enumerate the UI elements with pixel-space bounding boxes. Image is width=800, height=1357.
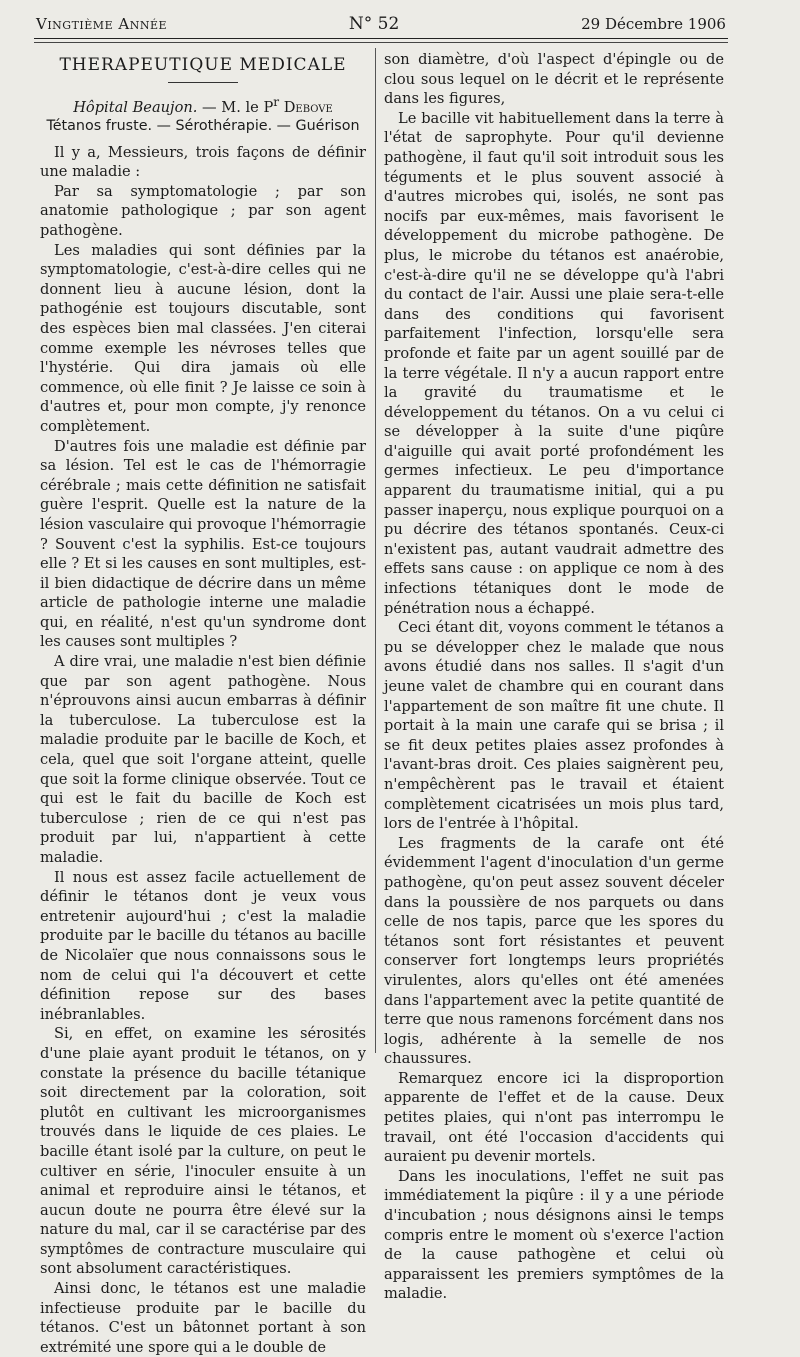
article-subtitle: Tétanos fruste. — Sérothérapie. — Guérison <box>46 118 360 135</box>
header-volume: Vingtième Année <box>36 15 168 33</box>
paragraph: Les maladies qui sont définies par la symptomatologie, c'est-à-dire celles qui ne donnent lieu à aucune lésion, dont la pathogénie est toujours discutable, sont des espèces bien mal classées. J'en citerai comme exemple les névroses telles que l'hystérie. Qui dira jamais où elle commence, où elle finit ? Je laisse ce soin à d'autres et, pour mon compte, j'y renonce complètement. <box>40 241 366 435</box>
right-column <box>384 50 724 1304</box>
right-paragraphs <box>384 50 724 1304</box>
paragraph: Dans les inoculations, l'effet ne suit pas immédiatement la piqûre : il y a une période d'incubation ; nous désignons ainsi le temps compris entre le moment où s'exerce l'action de la cause pathogène et celui où apparaissent les premiers symptômes de la maladie. <box>384 1167 724 1303</box>
paragraph: son diamètre, d'où l'aspect d'épingle ou de clou sous lequel on le décrit et le représente dans les figures, <box>384 51 724 108</box>
paragraph: Remarquez encore ici la disproportion apparente de l'effet et de la cause. Deux petites plaies, qui n'ont pas interrompu le travail, ont été l'occasion d'accidents qui auraient pu devenir mortels. <box>384 1069 724 1166</box>
column-divider <box>375 48 376 1053</box>
header-issue-number: N° 52 <box>348 14 400 34</box>
paragraph: D'autres fois une maladie est définie par sa lésion. Tel est le cas de l'hémorragie cérébrale ; mais cette définition ne satisfait guère l'esprit. Quelle est la nature de la lésion vasculaire qui provoque l'hémorragie ? Souvent c'est la syphilis. Est-ce toujours elle ? Et si les causes en sont multiples, est-il bien didactique de décrire dans un même article de pathologie interne une maladie qui, en réalité, n'est qu'un syndrome dont les causes sont multiples ? <box>40 437 366 651</box>
paragraph: Les fragments de la carafe ont été évidemment l'agent d'inoculation d'un germe pathogène, qu'on peut assez souvent déceler dans la poussière de nos parquets ou dans celle de nos tapis, parce que les spores du tétanos sont fort résistantes et peuvent conserver fort longtemps leurs propriétés virulentes, alors qu'elles ont été amenées dans l'appartement avec la petite quantité de terre que nous ramenons forcément dans nos logis, adhérente à la semelle de nos chaussures. <box>384 834 724 1068</box>
paragraph: Si, en effet, on examine les sérosités d'une plaie ayant produit le tétanos, on y constate la présence du bacille tétanique soit directement par la coloration, soit plutôt en cultivant les microorganismes trouvés dans le liquide de ces plaies. Le bacille étant isolé par la culture, on peut le cultiver en série, l'inoculer ensuite à un animal et reproduire ainsi le tétanos, et aucun doute ne pourra être élevé sur la nature du mal, car il se caractérise par des symptômes de contracture musculaire qui sont absolument caractéristiques. <box>40 1025 366 1278</box>
section-title: THERAPEUTIQUE MEDICALE <box>59 55 347 75</box>
lecturer-name: Debove <box>279 98 333 116</box>
title-rule <box>168 82 238 83</box>
paragraph: A dire vrai, une maladie n'est bien définie que par son agent pathogène. Nous n'éprouvons ainsi aucun embarras à définir la tuberculose. La tuberculose est la maladie produite par le bacille de Koch, et cela, quel que soit l'organe atteint, quelle que soit la forme clinique observée. Tout ce qui est le fait du bacille de Koch est tuberculose ; rien de ce qui n'est pas produit par lui, n'appartient à cette maladie. <box>40 653 366 867</box>
left-paragraphs <box>40 143 366 1357</box>
header-date: 29 Décembre 1906 <box>581 15 726 33</box>
running-header <box>36 14 726 38</box>
byline-separator: — M. le P <box>197 98 274 116</box>
left-column <box>40 50 366 1357</box>
hospital-name: Hôpital Beaujon. <box>73 98 198 116</box>
byline-superscript: r <box>273 94 280 109</box>
paragraph: Le bacille vit habituellement dans la terre à l'état de saprophyte. Pour qu'il devienne pathogène, il faut qu'il soit introduit sous les téguments et le plus souvent associé à d'autres microbes qui, isolés, ne sont pas nocifs par eux-mêmes, mais favorisent le développement du microbe pathogène. De plus, le microbe du tétanos est anaérobie, c'est-à-dire qu'il ne se développe qu'à l'abri du contact de l'air. Aussi une plaie sera-t-elle dans des conditions qui favorisent parfaitement l'infection, lorsqu'elle sera profonde et faite par un agent souillé par de la terre végétale. Il n'y a aucun rapport entre la gravité du traumatisme et le développement du tétanos. On a vu celui ci se développer à la suite d'une piqûre d'aiguille qui avait porté profondément les germes infectieux. Le peu d'importance apparent du traumatisme initial, qui a pu passer inaperçu, nous explique pourquoi on a pu décrire des tétanos spontanés. Ceux-ci n'existent pas, autant vaudrait admettre des effets sans cause : on applique ce nom à des infections tétaniques dont le mode de pénétration nous a échappé. <box>384 109 724 617</box>
lecture-byline <box>40 93 366 117</box>
paragraph: Il y a, Messieurs, trois façons de définir une maladie : <box>40 143 366 181</box>
paragraph: Par sa symptomatologie ; par son anatomie pathologique ; par son agent pathogène. <box>40 182 366 240</box>
header-rule <box>34 38 728 43</box>
paragraph: Ainsi donc, le tétanos est une maladie infectieuse produite par le bacille du tétanos. C'est un bâtonnet portant à son extrémité une spore qui a le double de <box>40 1280 366 1356</box>
paragraph: Ceci étant dit, voyons comment le tétanos a pu se développer chez le malade que nous avons étudié dans nos salles. Il s'agit d'un jeune valet de chambre qui en courant dans l'appartement de son maître fit une chute. Il portait à la main une carafe qui se brisa ; il se fit deux petites plaies assez profondes à l'avant-bras droit. Ces plaies saignèrent peu, n'empêchèrent pas le travail et étaient complètement cicatrisées un mois plus tard, lors de l'entrée à l'hôpital. <box>384 619 724 833</box>
paragraph: Il nous est assez facile actuellement de définir le tétanos dont je veux vous entretenir aujourd'hui ; c'est la maladie produite par le bacille du tétanos au bacille de Nicolaïer que nous connaissons sous le nom de celui qui l'a découvert et cette définition repose sur des bases inébranlables. <box>40 868 366 1023</box>
